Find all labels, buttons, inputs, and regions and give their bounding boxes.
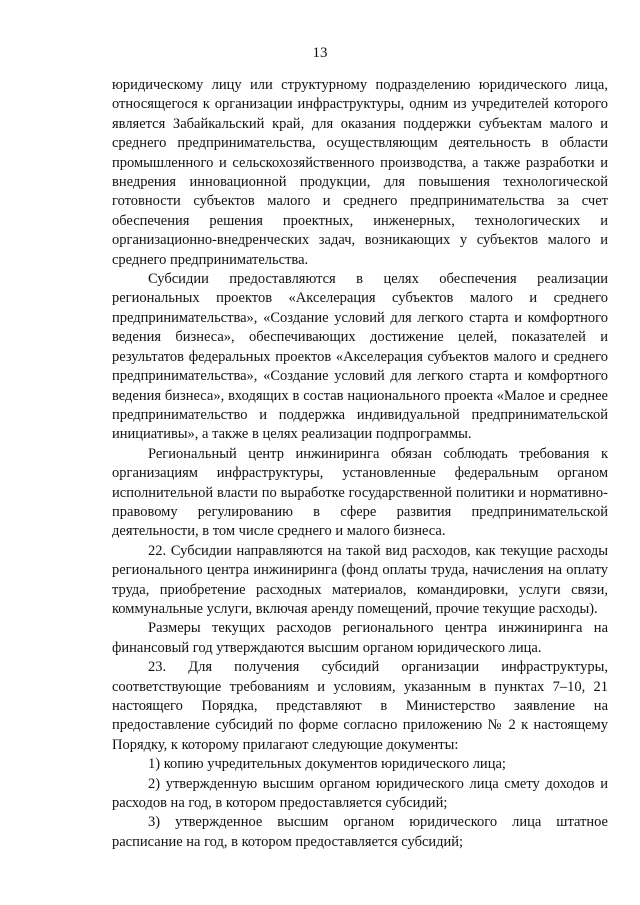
- paragraph-item-22: 22. Субсидии направляются на такой вид расходов, как текущие расходы регионального центра инжиниринга (фонд оплаты труда, начисления на оплату труда, приобретение расходных материалов, командировки, услуги связи, коммунальные услуги, включая аренду помещений, прочие текущие расходы).: [112, 542, 608, 617]
- paragraph-item-23: 23. Для получения субсидий организации инфраструктуры, соответствующие требованиям и условиям, указанным в пунктах 7–10, 21 настоящего Порядка, представляют в Министерство заявление на предоставление субсидий по форме согласно приложению № 2 к настоящему Порядку, к которому прилагают следующие документы:: [112, 659, 608, 753]
- paragraph-continuation: юридическому лицу или структурному подразделению юридического лица, относящегося к организации инфраструктуры, одним из учредителей которого является Забайкальский край, для оказания поддержки субъектам малого и среднего предпринимательства, осуществляющим деятельность в области промышленного и сельскохозяйственного производства, а также разработки и внедрения инновационной продукции, для повышения технологической готовности субъектов малого и среднего предпринимательства за счет обеспечения решения проектных, инженерных, технологических и организационно-внедренческих задач, возникающих у субъектов малого и среднего предпринимательства.: [112, 77, 608, 268]
- list-item-3: 3) утвержденное высшим органом юридического лица штатное расписание на год, в котором предоставляется субсидий;: [112, 814, 608, 850]
- paragraph-subsidies-purpose: Субсидии предоставляются в целях обеспечения реализации региональных проектов «Акселерация субъектов малого и среднего предпринимательства», «Создание условий для легкого старта и комфортного ведения бизнеса», обеспечивающих достижение целей, показателей и результатов федеральных проектов «Акселерация субъектов малого и среднего предпринимательства», «Создание условий для легкого старта и комфортного ведения бизнеса», входящих в состав национального проекта «Малое и среднее предпринимательство и поддержка индивидуальной предпринимательской инициативы», а также в целях реализации подпрограммы.: [112, 271, 608, 443]
- list-item-1: 1) копию учредительных документов юридического лица;: [148, 756, 506, 773]
- list-item-2: 2) утвержденную высшим органом юридического лица смету доходов и расходов на год, в котором предоставляется субсидий;: [112, 775, 608, 812]
- paragraph-engineering-center-requirements: Региональный центр инжиниринга обязан соблюдать требования к организациям инфраструктуры, установленные федеральным органом исполнительной власти по выработке государственной политики и нормативно-правовому регулированию в сфере развития предпринимательской деятельности, в том числе среднего и малого бизнеса.: [112, 445, 608, 540]
- page-number: 13: [312, 45, 328, 61]
- paragraph-expense-amounts: Размеры текущих расходов регионального центра инжиниринга на финансовый год утверждаются высшим органом юридического лица.: [112, 620, 608, 656]
- document-body: [112, 76, 608, 852]
